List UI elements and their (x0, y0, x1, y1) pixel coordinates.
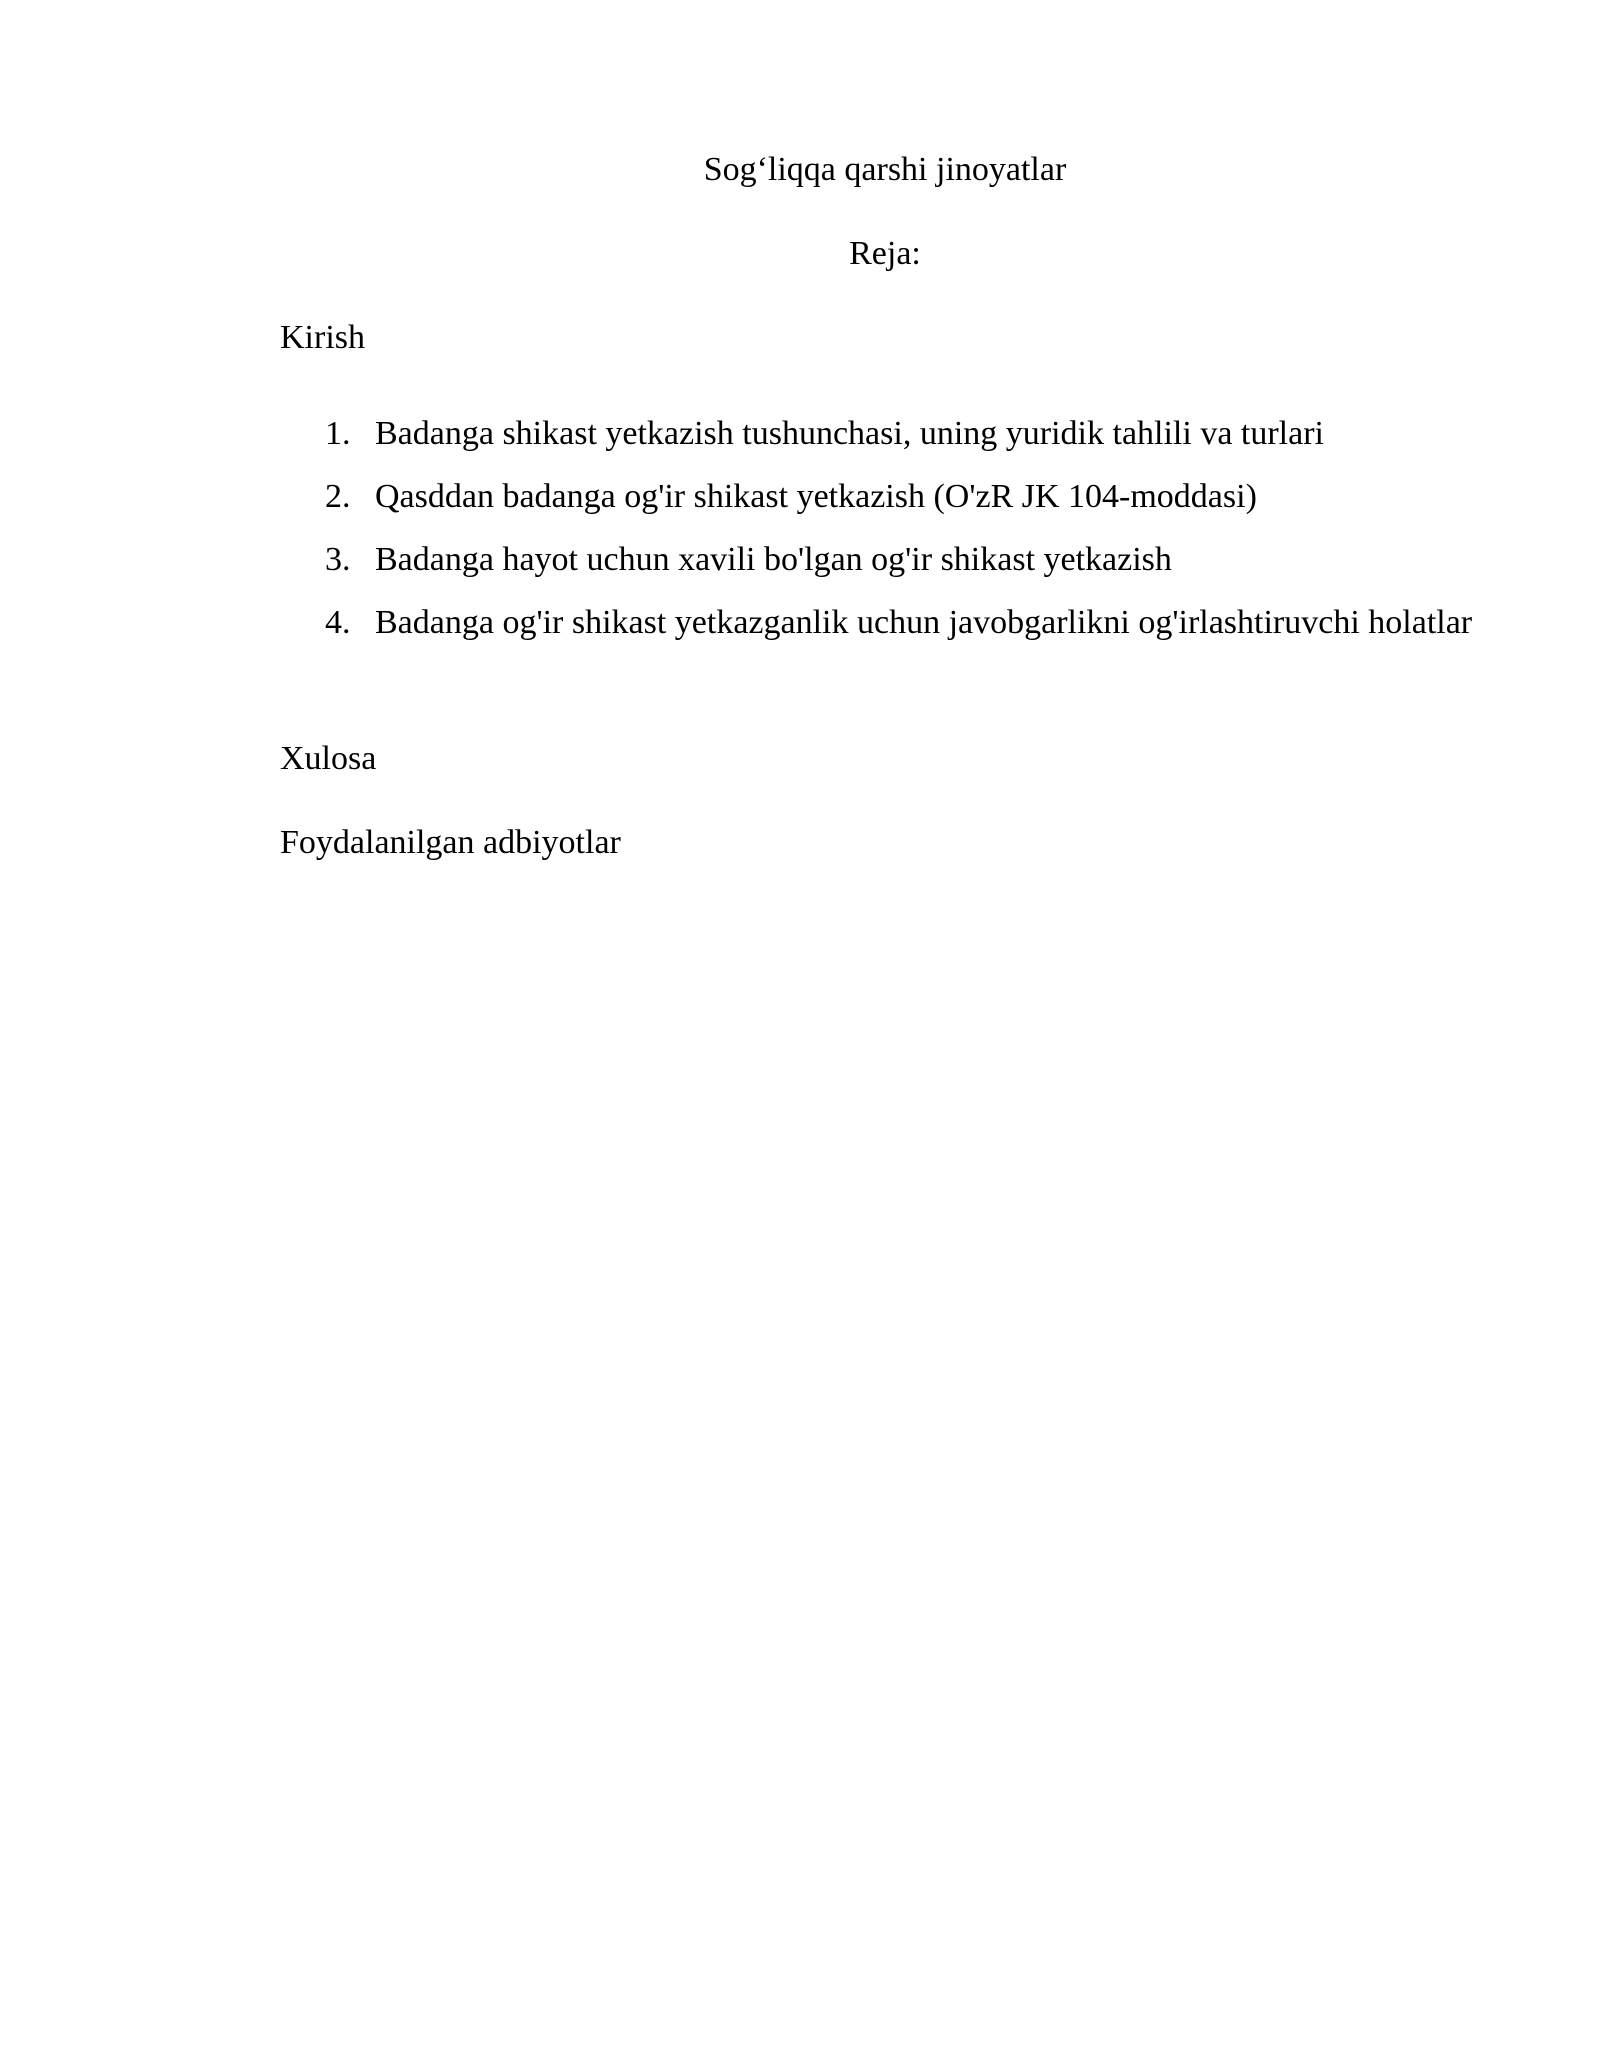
list-item-text: Badanga shikast yetkazish tushunchasi, uning yuridik tahlili va turlari (375, 415, 1324, 452)
list-item-number: 3. (325, 541, 351, 578)
plan-list (280, 402, 1490, 654)
list-item (280, 591, 1490, 654)
list-item-text: Badanga hayot uchun xavili bo'lgan og'ir shikast yetkazish (375, 541, 1172, 578)
conclusion-heading: Xulosa (280, 740, 377, 777)
intro-heading: Kirish (280, 319, 365, 356)
references-heading: Foydalanilgan adbiyotlar (280, 824, 621, 861)
list-item-text: Qasddan badanga og'ir shikast yetkazish (O'zR JK 104-moddasi) (375, 478, 1257, 515)
list-item (280, 402, 1490, 465)
list-item (280, 465, 1490, 528)
document-title: Sog‘liqqa qarshi jinoyatlar (703, 151, 1067, 188)
list-item-number: 4. (325, 604, 351, 641)
list-item (280, 528, 1490, 591)
list-item-text: Badanga og'ir shikast yetkazganlik uchun javobgarlikni og'irlashtiruvchi holatlar (375, 604, 1473, 641)
list-item-number: 1. (325, 415, 351, 452)
list-item-number: 2. (325, 478, 351, 515)
plan-heading: Reja: (849, 235, 921, 272)
